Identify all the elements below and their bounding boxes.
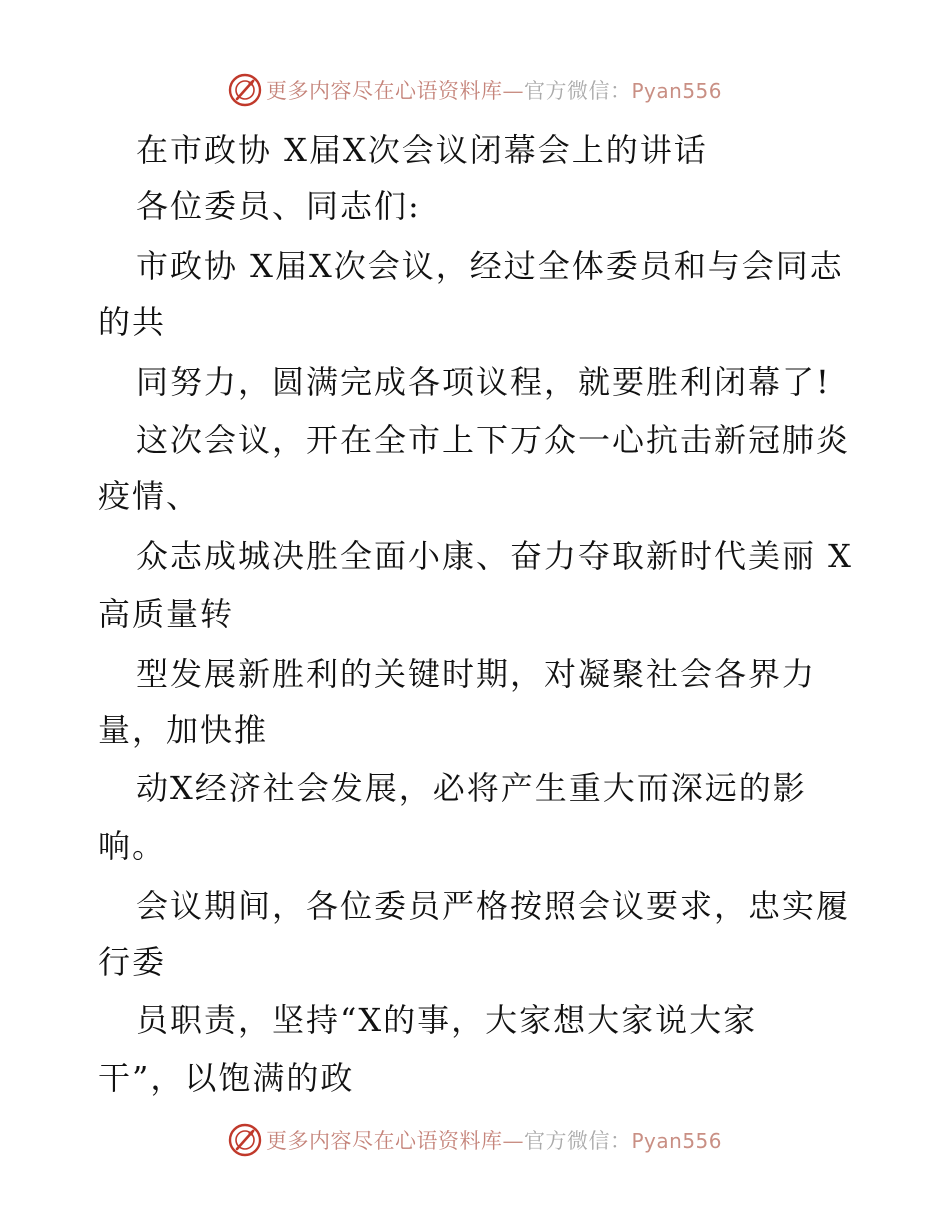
brand-logo-icon xyxy=(228,1123,262,1157)
paragraph-line: 型发展新胜利的关键时期，对凝聚社会各界力 xyxy=(136,655,817,693)
watermark-official-label: 官方微信： xyxy=(523,79,632,103)
paragraph-line: 量，加快推 xyxy=(98,711,269,749)
paragraph-line: 高质量转 xyxy=(98,595,235,633)
paragraph-line: 同努力，圆满完成各项议程，就要胜利闭幕了! xyxy=(136,363,831,401)
document-title: 在市政协 X届X次会议闭幕会上的讲话 xyxy=(136,131,708,169)
paragraph-line: 疫情、 xyxy=(98,477,201,515)
paragraph-line: 干”，以饱满的政 xyxy=(98,1059,355,1097)
watermark-text xyxy=(266,75,722,105)
watermark-brand: 更多内容尽在心语资料库 xyxy=(265,79,503,103)
paragraph-line: 动X经济社会发展，必将产生重大而深远的影 xyxy=(136,769,807,807)
watermark-separator: — xyxy=(502,79,524,103)
paragraph-line: 众志成城决胜全面小康、奋力夺取新时代美丽 X xyxy=(136,537,853,575)
salutation-line: 各位委员、同志们: xyxy=(136,187,421,225)
watermark-handle: Pyan556 xyxy=(631,79,722,103)
watermark-text xyxy=(266,1125,722,1155)
watermark-brand: 更多内容尽在心语资料库 xyxy=(265,1129,503,1153)
footer-watermark-banner xyxy=(0,1120,950,1160)
paragraph-line: 市政协 X届X次会议，经过全体委员和与会同志 xyxy=(136,247,844,285)
paragraph-line: 会议期间，各位委员严格按照会议要求，忠实履 xyxy=(136,887,851,925)
watermark-official-label: 官方微信： xyxy=(523,1129,632,1153)
paragraph-line: 响。 xyxy=(98,827,167,865)
brand-logo-icon xyxy=(228,73,262,107)
paragraph-line: 的共 xyxy=(98,303,167,341)
paragraph-line: 这次会议，开在全市上下万众一心抗击新冠肺炎 xyxy=(136,421,851,459)
watermark-separator: — xyxy=(502,1129,524,1153)
paragraph-line: 员职责，坚持“X的事，大家想大家说大家 xyxy=(136,1001,758,1039)
header-watermark-banner xyxy=(0,70,950,110)
paragraph-line: 行委 xyxy=(98,943,167,981)
watermark-handle: Pyan556 xyxy=(631,1129,722,1153)
